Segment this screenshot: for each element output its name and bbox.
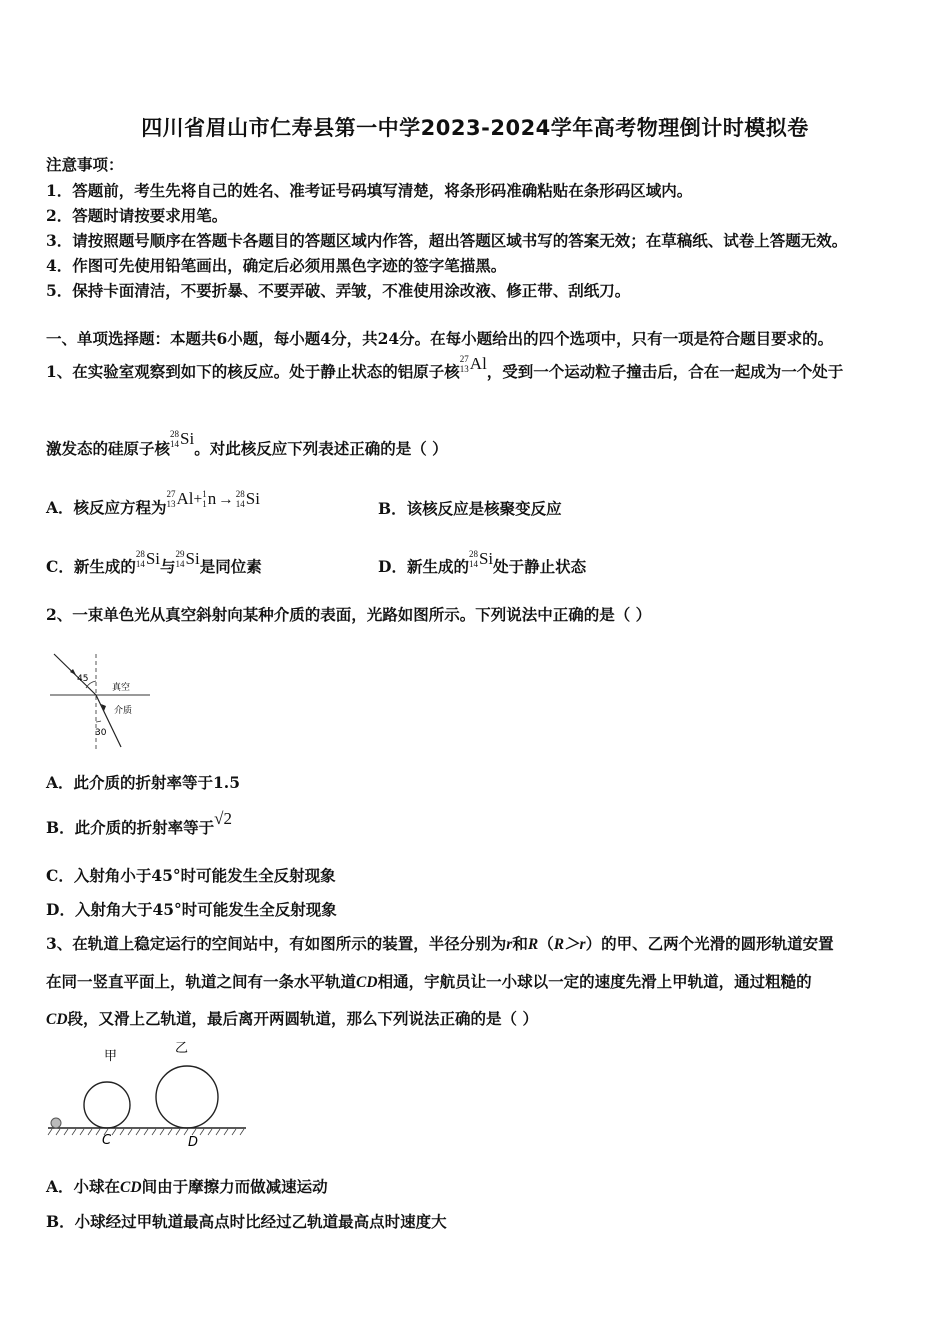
- ground-hatching: [48, 1129, 244, 1135]
- note-item: 4．作图可先使用铅笔画出，确定后必须用黑色字迹的签字笔描黑。: [46, 256, 507, 275]
- element-symbol: Si: [180, 429, 195, 448]
- si29-nuclide: [176, 549, 200, 569]
- atomic-number: 14: [468, 559, 478, 569]
- vacuum-label: 真空: [112, 683, 131, 693]
- q3-text: 段，又滑上乙轨道，最后离开两圆轨道，那么下列说法正确的是（ ）: [67, 1009, 538, 1028]
- q3-text: 3、在轨道上稳定运行的空间站中，有如图所示的装置，半径分别为: [46, 934, 507, 953]
- reaction-arrow: →: [218, 491, 234, 508]
- element-symbol: Si: [145, 549, 161, 568]
- q3-option-a: [46, 1175, 328, 1197]
- mass-number: 28: [170, 429, 180, 439]
- q1-option-d: [378, 549, 587, 577]
- atomic-number: 14: [235, 499, 245, 509]
- q3-text: 相通，宇航员让一小球以一定的速度先滑上甲轨道，通过粗糙的: [377, 972, 812, 991]
- option-label: C．新生成的: [46, 557, 136, 576]
- q1-option-a: [46, 489, 260, 518]
- q1-stem-line1: [46, 354, 844, 382]
- radius-R: R: [527, 936, 539, 953]
- q3-text: （: [538, 934, 554, 953]
- mass-number: 27: [166, 489, 176, 499]
- q1-text: 激发态的硅原子核: [46, 439, 171, 458]
- q3-text: ）的甲、乙两个光滑的圆形轨道安置: [585, 934, 834, 953]
- atomic-number: 14: [175, 559, 185, 569]
- q1-stem-line2: [46, 429, 448, 459]
- label-yi: 乙: [175, 1041, 189, 1056]
- q3-option-b: B．小球经过甲轨道最高点时比经过乙轨道最高点时速度大: [46, 1212, 447, 1231]
- q2-option-d: D．入射角大于45°时可能发生全反射现象: [46, 900, 337, 919]
- option-text: 处于静止状态: [493, 557, 587, 576]
- atomic-number: 13: [166, 499, 176, 509]
- element-symbol: Si: [478, 549, 494, 568]
- element-symbol: Al: [176, 489, 194, 508]
- atomic-number: 14: [170, 439, 180, 449]
- label-c: C: [102, 1133, 112, 1148]
- q1-text: 。对此核反应下列表述正确的是（ ）: [194, 439, 448, 458]
- segment-cd: CD: [356, 974, 378, 991]
- si28-nuclide: [170, 429, 194, 449]
- q2-option-a: A．此介质的折射率等于1.5: [46, 773, 240, 792]
- mass-number: 28: [135, 549, 145, 559]
- q3-stem-line3: [46, 1007, 538, 1029]
- note-item: 1．答题前，考生先将自己的姓名、准考证号码填写清楚，将条形码准确粘贴在条形码区域内。: [46, 181, 693, 200]
- al-nuclide: [167, 489, 194, 509]
- segment-cd: CD: [120, 1179, 142, 1196]
- q1-option-b: B．该核反应是核聚变反应: [378, 499, 562, 518]
- element-symbol: Si: [245, 489, 260, 508]
- track-jia-circle: [84, 1082, 130, 1128]
- option-text: 间由于摩擦力而做减速运动: [141, 1177, 328, 1196]
- q3-track-diagram: [44, 1036, 254, 1152]
- option-text: 是同位素: [199, 557, 262, 576]
- label-jia: 甲: [104, 1049, 118, 1064]
- q3-stem-line1: [46, 932, 834, 954]
- q3-stem-line2: [46, 970, 812, 992]
- angle-30-label: 30: [95, 728, 107, 738]
- q1-option-c: [46, 549, 262, 577]
- element-symbol: Si: [185, 549, 200, 568]
- mass-number: 29: [175, 549, 185, 559]
- si28-nuclide: [236, 489, 260, 509]
- si28-nuclide: [469, 549, 493, 569]
- mass-number: 27: [459, 354, 469, 364]
- refraction-angle-arc: [96, 721, 101, 722]
- atomic-number: 13: [459, 364, 469, 374]
- mass-number: 28: [468, 549, 478, 559]
- atomic-number: 1: [202, 499, 207, 509]
- notes-heading: 注意事项：: [46, 155, 124, 174]
- option-text: 与: [160, 557, 176, 576]
- option-label: B．此介质的折射率等于: [46, 818, 215, 837]
- ball-icon: [51, 1118, 61, 1128]
- al-nuclide: [460, 354, 487, 374]
- segment-cd: CD: [46, 1011, 68, 1028]
- q2-stem: 2、一束单色光从真空斜射向某种介质的表面，光路如图所示。下列说法中正确的是（ ）: [46, 605, 652, 624]
- angle-45-label: 45: [77, 674, 89, 684]
- mass-number: 28: [235, 489, 245, 499]
- page-title: 四川省眉山市仁寿县第一中学2023-2024学年高考物理倒计时模拟卷: [141, 116, 809, 140]
- element-symbol: n: [207, 489, 217, 508]
- q3-text: 在同一竖直平面上，轨道之间有一条水平轨道: [46, 972, 357, 991]
- plus-sign: +: [193, 491, 203, 508]
- section-heading: 一、单项选择题：本题共6小题，每小题4分，共24分。在每小题给出的四个选项中，只有一项是符合题目要求的。: [46, 329, 834, 348]
- radius-condition: R＞r: [553, 936, 586, 953]
- q2-refraction-diagram: [46, 650, 156, 755]
- radius-r: r: [506, 936, 513, 953]
- si28-nuclide: [136, 549, 160, 569]
- option-label: D．新生成的: [378, 557, 469, 576]
- track-yi-circle: [156, 1066, 218, 1128]
- option-label: A．小球在: [46, 1177, 121, 1196]
- option-label: A．核反应方程为: [46, 498, 167, 517]
- note-item: 2．答题时请按要求用笔。: [46, 206, 228, 225]
- note-item: 3．请按照题号顺序在答题卡各题目的答题区域内作答，超出答题区域书写的答案无效；在草稿纸、试卷上答题无效。: [46, 231, 848, 250]
- atomic-number: 14: [135, 559, 145, 569]
- q1-text: 1、在实验室观察到如下的核反应。处于静止状态的铝原子核: [46, 362, 460, 381]
- label-d: D: [188, 1135, 199, 1150]
- neutron-nuclide: [202, 489, 216, 509]
- mass-number: 1: [202, 489, 207, 499]
- q2-option-c: C．入射角小于45°时可能发生全反射现象: [46, 866, 336, 885]
- medium-label: 介质: [114, 706, 133, 716]
- note-item: 5．保持卡面清洁，不要折暴、不要弄破、弄皱，不准使用涂改液、修正带、刮纸刀。: [46, 281, 631, 300]
- q2-option-b: [46, 809, 232, 838]
- sqrt2-value: √2: [214, 809, 232, 828]
- q1-text: ，受到一个运动粒子撞击后，合在一起成为一个处于: [486, 362, 844, 381]
- q3-text: 和: [512, 934, 528, 953]
- element-symbol: Al: [469, 354, 487, 373]
